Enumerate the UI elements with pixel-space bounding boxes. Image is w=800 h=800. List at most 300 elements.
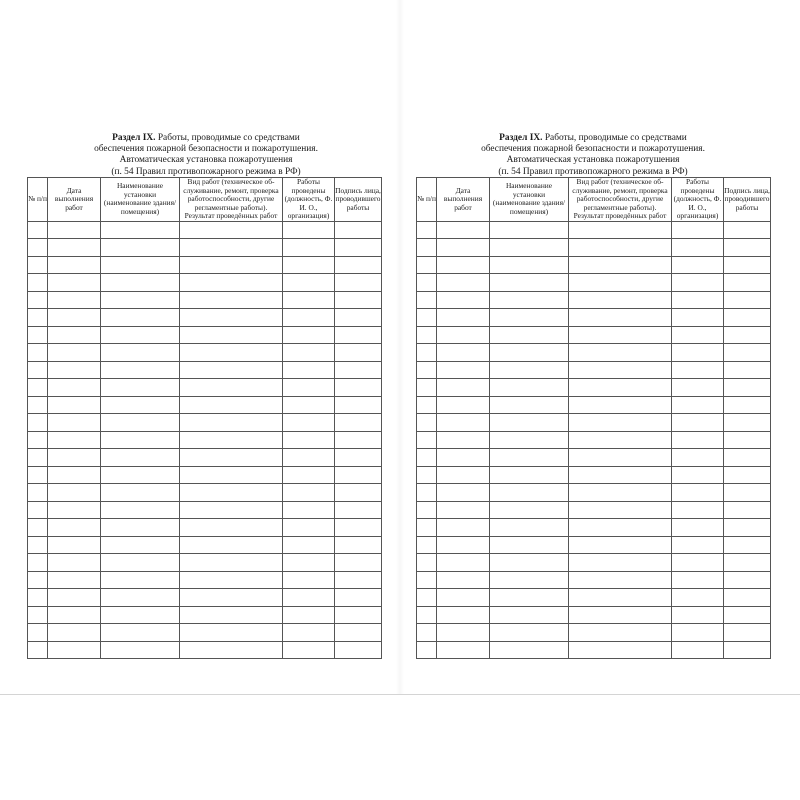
table-cell (417, 589, 437, 607)
table-row (28, 606, 382, 624)
table-cell (724, 536, 771, 554)
section-title (28, 133, 384, 178)
table-cell (335, 309, 382, 327)
table-cell (28, 344, 48, 362)
table-cell (569, 256, 672, 274)
table-row (28, 536, 382, 554)
table-cell (490, 326, 569, 344)
col-header-installation: Наименование установки (наименование здания/помещения) (490, 178, 569, 222)
table-cell (490, 589, 569, 607)
table-cell (101, 571, 180, 589)
table-cell (569, 484, 672, 502)
table-cell (569, 624, 672, 642)
table-cell (417, 536, 437, 554)
table-cell (437, 221, 490, 239)
table-cell (48, 449, 101, 467)
table-row (28, 396, 382, 414)
table-row (28, 554, 382, 572)
table-row (417, 291, 771, 309)
table-cell (437, 571, 490, 589)
table-cell (101, 449, 180, 467)
table-cell (335, 344, 382, 362)
table-cell (437, 361, 490, 379)
table-cell (569, 396, 672, 414)
title-line-4: (п. 54 Правил противопожарного режима в РФ) (498, 166, 688, 177)
table-cell (180, 519, 283, 537)
table-cell (490, 379, 569, 397)
col-header-signature: Подпись лица, проводившего работы (335, 178, 382, 222)
table-cell (101, 606, 180, 624)
table-cell (672, 484, 724, 502)
table-row (28, 589, 382, 607)
table-cell (437, 449, 490, 467)
table-cell (28, 606, 48, 624)
table-cell (490, 501, 569, 519)
table-cell (724, 344, 771, 362)
col-header-number: № п/п (417, 178, 437, 222)
table-cell (437, 414, 490, 432)
page-bottom-edge (0, 694, 800, 695)
table-cell (101, 431, 180, 449)
table-cell (283, 344, 335, 362)
table-cell (335, 414, 382, 432)
table-cell (569, 641, 672, 659)
table-cell (490, 606, 569, 624)
table-row (28, 449, 382, 467)
table-cell (335, 589, 382, 607)
table-row (417, 554, 771, 572)
table-cell (283, 536, 335, 554)
table-cell (283, 501, 335, 519)
table-cell (335, 606, 382, 624)
table-row (417, 501, 771, 519)
table-cell (283, 379, 335, 397)
table-cell (490, 431, 569, 449)
table-cell (672, 466, 724, 484)
table-cell (490, 571, 569, 589)
table-cell (283, 414, 335, 432)
table-cell (283, 554, 335, 572)
table-cell (724, 641, 771, 659)
table-cell (283, 519, 335, 537)
table-cell (437, 379, 490, 397)
table-cell (417, 466, 437, 484)
table-cell (417, 414, 437, 432)
table-cell (101, 396, 180, 414)
table-cell (569, 414, 672, 432)
table-cell (335, 449, 382, 467)
table-cell (417, 326, 437, 344)
table-row (28, 414, 382, 432)
table-cell (569, 466, 672, 484)
table-cell (437, 501, 490, 519)
table-cell (569, 221, 672, 239)
table-cell (724, 431, 771, 449)
table-cell (672, 449, 724, 467)
table-cell (28, 536, 48, 554)
table-cell (48, 291, 101, 309)
table-cell (490, 239, 569, 257)
table-cell (569, 326, 672, 344)
table-row (417, 466, 771, 484)
table-cell (490, 484, 569, 502)
table-cell (48, 414, 101, 432)
table-cell (180, 641, 283, 659)
table-cell (28, 484, 48, 502)
table-cell (417, 554, 437, 572)
table-cell (335, 361, 382, 379)
table-cell (417, 344, 437, 362)
table-row (28, 519, 382, 537)
table-cell (569, 239, 672, 257)
table-row (28, 379, 382, 397)
table-cell (48, 501, 101, 519)
table-cell (335, 571, 382, 589)
table-cell (490, 309, 569, 327)
table-cell (28, 361, 48, 379)
table-cell (335, 554, 382, 572)
table-cell (28, 501, 48, 519)
table-cell (180, 536, 283, 554)
table-cell (48, 431, 101, 449)
table-cell (724, 274, 771, 292)
table-cell (490, 344, 569, 362)
table-cell (335, 641, 382, 659)
table-cell (335, 519, 382, 537)
table-cell (28, 239, 48, 257)
table-cell (335, 501, 382, 519)
table-cell (569, 519, 672, 537)
table-cell (28, 431, 48, 449)
table-cell (283, 256, 335, 274)
table-cell (283, 274, 335, 292)
table-cell (724, 256, 771, 274)
table-cell (48, 396, 101, 414)
table-cell (417, 519, 437, 537)
table-row (28, 466, 382, 484)
table-row (28, 221, 382, 239)
table-cell (180, 361, 283, 379)
works-log-table (27, 177, 382, 659)
col-header-date: Дата выполнения работ (48, 178, 101, 222)
table-cell (283, 466, 335, 484)
table-cell (672, 431, 724, 449)
table-cell (180, 501, 283, 519)
table-row (417, 326, 771, 344)
table-cell (437, 519, 490, 537)
table-cell (335, 291, 382, 309)
table-cell (101, 291, 180, 309)
table-cell (724, 449, 771, 467)
table-cell (335, 379, 382, 397)
table-cell (672, 606, 724, 624)
table-row (417, 571, 771, 589)
table-cell (335, 466, 382, 484)
table-cell (28, 291, 48, 309)
table-cell (490, 536, 569, 554)
table-cell (490, 361, 569, 379)
table-cell (672, 396, 724, 414)
table-cell (283, 449, 335, 467)
table-cell (180, 484, 283, 502)
table-cell (101, 221, 180, 239)
table-row (28, 274, 382, 292)
table-row (417, 361, 771, 379)
table-row (417, 274, 771, 292)
table-cell (417, 484, 437, 502)
table-row (28, 571, 382, 589)
table-cell (724, 624, 771, 642)
table-cell (28, 466, 48, 484)
table-cell (101, 466, 180, 484)
table-cell (48, 484, 101, 502)
table-cell (28, 396, 48, 414)
table-cell (437, 344, 490, 362)
title-line-1-rest: Работы, проводимые со средствами (542, 133, 687, 143)
table-row (417, 484, 771, 502)
title-line-1-rest: Работы, проводимые со средствами (155, 133, 300, 143)
table-cell (28, 274, 48, 292)
table-cell (101, 554, 180, 572)
table-cell (180, 344, 283, 362)
table-header-row (417, 178, 771, 222)
table-cell (180, 589, 283, 607)
table-cell (672, 624, 724, 642)
table-cell (283, 309, 335, 327)
table-cell (48, 239, 101, 257)
table-row (417, 239, 771, 257)
table-cell (417, 256, 437, 274)
table-row (28, 291, 382, 309)
table-cell (48, 309, 101, 327)
table-cell (724, 466, 771, 484)
table-cell (672, 361, 724, 379)
table-row (28, 344, 382, 362)
table-cell (417, 449, 437, 467)
table-row (28, 361, 382, 379)
table-cell (672, 274, 724, 292)
table-cell (417, 624, 437, 642)
col-header-number: № п/п (28, 178, 48, 222)
table-cell (180, 414, 283, 432)
table-cell (569, 501, 672, 519)
table-cell (672, 589, 724, 607)
table-cell (569, 379, 672, 397)
col-header-performed-by: Работы проведены (должность, Ф. И. О., организация) (283, 178, 335, 222)
table-cell (28, 414, 48, 432)
table-row (28, 624, 382, 642)
table-cell (48, 326, 101, 344)
table-cell (672, 554, 724, 572)
table-cell (48, 519, 101, 537)
table-cell (569, 571, 672, 589)
table-cell (672, 309, 724, 327)
works-log-table (416, 177, 771, 659)
table-cell (283, 624, 335, 642)
table-cell (672, 414, 724, 432)
table-cell (490, 624, 569, 642)
table-cell (180, 431, 283, 449)
table-cell (28, 379, 48, 397)
table-row (28, 326, 382, 344)
table-cell (48, 274, 101, 292)
table-cell (569, 361, 672, 379)
table-cell (672, 379, 724, 397)
table-cell (48, 589, 101, 607)
table-row (417, 606, 771, 624)
table-cell (28, 589, 48, 607)
table-cell (490, 519, 569, 537)
col-header-performed-by: Работы проведены (должность, Ф. И. О., организация) (672, 178, 724, 222)
table-cell (490, 256, 569, 274)
table-cell (101, 239, 180, 257)
table-cell (672, 291, 724, 309)
col-header-date: Дата выполнения работ (437, 178, 490, 222)
table-cell (724, 589, 771, 607)
right-page (400, 0, 800, 800)
table-cell (490, 554, 569, 572)
table-row (417, 431, 771, 449)
table-cell (569, 274, 672, 292)
table-cell (437, 466, 490, 484)
title-line-3: Автоматическая установка пожаротушения (119, 155, 293, 166)
table-cell (283, 589, 335, 607)
table-cell (437, 641, 490, 659)
table-cell (417, 501, 437, 519)
table-cell (48, 379, 101, 397)
table-cell (101, 379, 180, 397)
table-cell (180, 449, 283, 467)
title-line-1 (28, 133, 384, 144)
table-cell (437, 396, 490, 414)
table-cell (724, 606, 771, 624)
table-cell (417, 606, 437, 624)
table-cell (101, 326, 180, 344)
table-cell (672, 536, 724, 554)
table-cell (672, 641, 724, 659)
table-row (28, 484, 382, 502)
table-body (417, 221, 771, 659)
table-row (28, 309, 382, 327)
table-cell (180, 606, 283, 624)
table-cell (417, 571, 437, 589)
table-cell (101, 641, 180, 659)
table-cell (569, 606, 672, 624)
table-cell (28, 571, 48, 589)
table-cell (569, 589, 672, 607)
table-cell (180, 291, 283, 309)
table-cell (724, 379, 771, 397)
table-cell (437, 589, 490, 607)
table-row (28, 431, 382, 449)
title-line-4: (п. 54 Правил противопожарного режима в РФ) (111, 166, 301, 177)
table-cell (48, 344, 101, 362)
table-cell (417, 396, 437, 414)
table-cell (569, 431, 672, 449)
table-cell (490, 274, 569, 292)
table-cell (724, 554, 771, 572)
table-cell (180, 466, 283, 484)
table-row (417, 344, 771, 362)
table-cell (417, 431, 437, 449)
table-cell (28, 519, 48, 537)
table-cell (101, 501, 180, 519)
table-cell (417, 309, 437, 327)
table-row (417, 519, 771, 537)
col-header-installation: Наименование установки (наименование здания/помещения) (101, 178, 180, 222)
table-cell (490, 291, 569, 309)
table-cell (672, 256, 724, 274)
table-cell (335, 536, 382, 554)
table-cell (724, 221, 771, 239)
table-row (417, 221, 771, 239)
table-cell (28, 449, 48, 467)
table-cell (569, 554, 672, 572)
table-row (417, 309, 771, 327)
table-cell (724, 571, 771, 589)
table-cell (569, 449, 672, 467)
table-row (417, 414, 771, 432)
table-cell (490, 641, 569, 659)
table-cell (724, 484, 771, 502)
table-cell (437, 484, 490, 502)
table-cell (48, 571, 101, 589)
table-cell (180, 239, 283, 257)
col-header-signature: Подпись лица, проводившего работы (724, 178, 771, 222)
table-cell (283, 431, 335, 449)
table-cell (672, 519, 724, 537)
table-cell (490, 414, 569, 432)
table-cell (724, 326, 771, 344)
table-cell (28, 326, 48, 344)
table-cell (569, 309, 672, 327)
table-row (417, 589, 771, 607)
table-cell (724, 309, 771, 327)
table-header-row (28, 178, 382, 222)
table-cell (28, 554, 48, 572)
table-cell (437, 256, 490, 274)
title-line-2: обеспечения пожарной безопасности и пожаротушения. (94, 144, 318, 155)
table-row (417, 449, 771, 467)
table-row (417, 641, 771, 659)
table-cell (724, 414, 771, 432)
table-cell (335, 256, 382, 274)
table-cell (569, 344, 672, 362)
table-row (28, 256, 382, 274)
table-row (28, 239, 382, 257)
table-cell (180, 326, 283, 344)
table-cell (417, 379, 437, 397)
table-cell (101, 274, 180, 292)
table-cell (437, 554, 490, 572)
table-cell (283, 326, 335, 344)
table-cell (283, 239, 335, 257)
table-cell (490, 221, 569, 239)
table-cell (28, 256, 48, 274)
table-cell (48, 256, 101, 274)
table-cell (672, 571, 724, 589)
table-cell (180, 256, 283, 274)
section-number: Раздел IX. (499, 133, 543, 143)
table-cell (180, 221, 283, 239)
table-cell (180, 396, 283, 414)
table-cell (335, 221, 382, 239)
table-cell (672, 501, 724, 519)
section-title (415, 133, 771, 178)
table-cell (569, 536, 672, 554)
table-cell (48, 554, 101, 572)
table-cell (283, 221, 335, 239)
